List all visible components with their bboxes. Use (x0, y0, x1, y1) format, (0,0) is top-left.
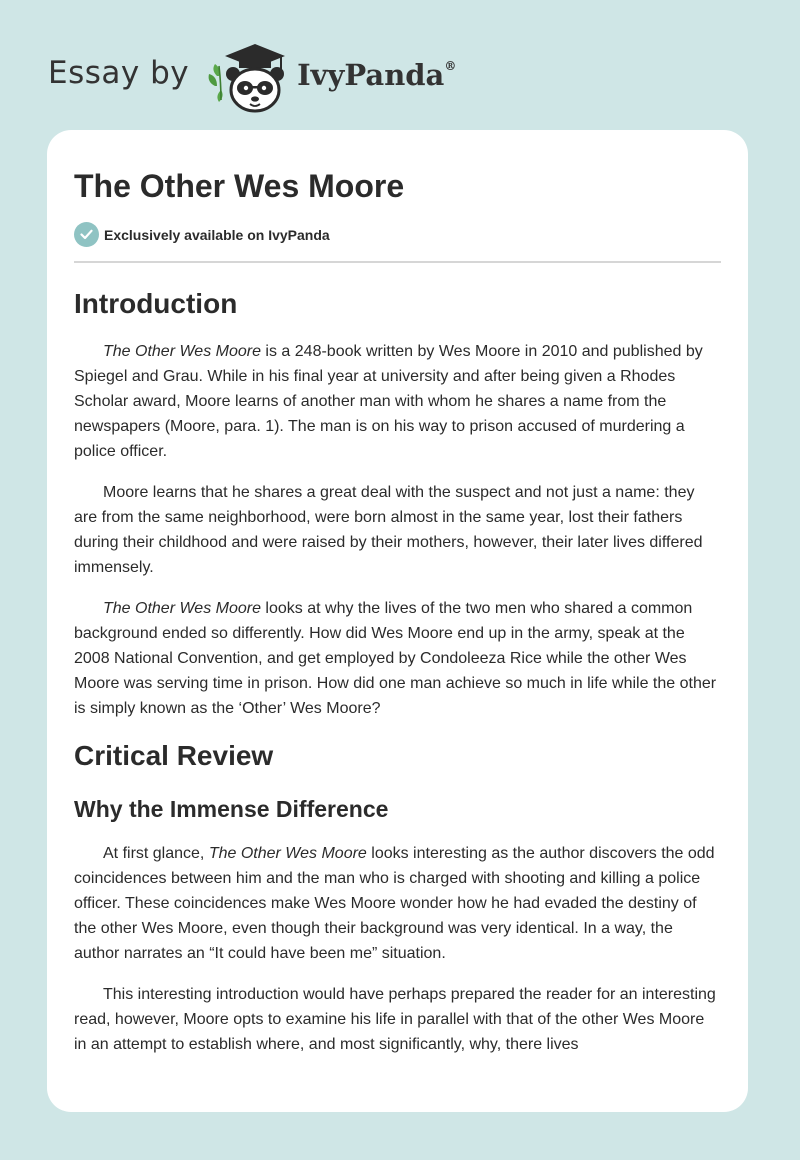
paragraph: At first glance, The Other Wes Moore looks interesting as the author discovers the odd coincidences between him and the man who is charged with shooting and killing a police officer. These coincidences make Wes Moore wonder how he had evaded the destiny of the other Wes Moore, even though their background was very identical. In a way, the author narrates an “It could have been me” situation. (74, 845, 715, 962)
page-title: The Other Wes Moore (74, 168, 405, 204)
paragraph: The Other Wes Moore looks at why the lives of the two men who shared a common background ended so differently. How did Wes Moore end up in the army, speak at the 2008 National Convention, and get employed by Condoleeza Rice while the other Wes Moore was serving time in prison. How did one man achieve so much in life while the other is simply known as the ‘Other’ Wes Moore? (74, 600, 717, 717)
paragraph: The Other Wes Moore is a 248-book written by Wes Moore in 2010 and published by Spiegel and Grau. While in his final year at university and after being given a Rhodes Scholar award, Moore learns of another man with whom he shares a name from the newspapers (Moore, para. 1). The man is on his way to prison accused of murdering a police officer. (74, 343, 703, 460)
panda-graduate-logo-icon (203, 36, 295, 116)
exclusive-label: Exclusively available on IvyPanda (104, 226, 330, 243)
checkmark-icon (74, 222, 99, 247)
brand-name: IvyPanda® (297, 58, 457, 92)
essay-card (47, 130, 748, 1112)
paragraph: Moore learns that he shares a great deal with the suspect and not just a name: they are from the same neighborhood, were born almost in the same year, lost their fathers during their childhood and were raised by their mothers, however, their later lives differed immensely. (74, 484, 703, 576)
divider (74, 261, 721, 263)
brand-header[interactable] (48, 36, 456, 116)
paragraph: This interesting introduction would have perhaps prepared the reader for an interesting read, however, Moore opts to examine his life in parallel with that of the other Wes Moore in an attempt to establish where, and most significantly, why, there lives (74, 986, 716, 1053)
section-heading-introduction: Introduction (74, 288, 238, 319)
exclusive-badge (74, 222, 721, 247)
subsection-heading: Why the Immense Difference (74, 796, 389, 822)
ivy-leaf-icon (209, 64, 223, 102)
brand-prefix: Essay by (48, 55, 190, 91)
section-heading-critical-review: Critical Review (74, 740, 274, 771)
